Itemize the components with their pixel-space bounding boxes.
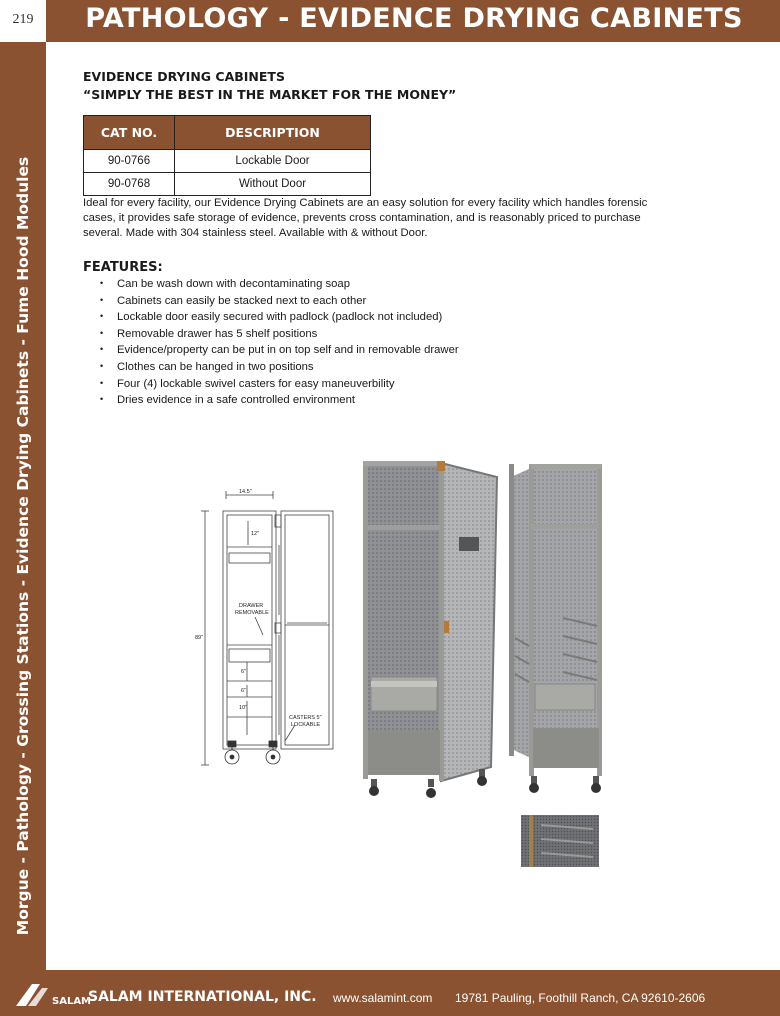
height-dimension-label: 89" [195, 635, 204, 641]
table-header-row [84, 116, 371, 150]
list-item: • Removable drawer has 5 shelf positions [100, 326, 459, 343]
list-item: • Lockable door easily secured with padlock (padlock not included) [100, 309, 459, 326]
shelf-spacing-label: 6" [241, 669, 247, 675]
company-address: 19781 Pauling, Foothill Ranch, CA 92610-2606 [455, 991, 706, 1005]
company-name: SALAM INTERNATIONAL, INC. [88, 989, 317, 1005]
table-row [84, 150, 371, 173]
column-header-cat-no: CAT NO. [84, 116, 175, 150]
casters-callout-line1: CASTERS 5" [289, 715, 322, 721]
cat-no-cell: 90-0768 [84, 173, 175, 196]
side-tab-label: Morgue - Pathology - Grossing Stations - Evidence Drying Cabinets - Fume Hood Modules [14, 156, 32, 936]
table-row [84, 173, 371, 196]
list-item: • Cabinets can easily be stacked next to each other [100, 293, 459, 310]
casters-callout-line2: LOCKABLE [291, 722, 321, 728]
company-logo [12, 980, 92, 1010]
list-item: • Dries evidence in a safe controlled environment [100, 392, 459, 409]
product-tagline: “SIMPLY THE BEST IN THE MARKET FOR THE MONEY” [83, 87, 457, 102]
list-item: • Evidence/property can be put in on top self and in removable drawer [100, 342, 459, 359]
page-number: 219 [12, 12, 34, 27]
page-number-box [0, 0, 46, 42]
features-list [100, 276, 459, 409]
website-link[interactable]: www.salamint.com [333, 991, 433, 1005]
side-tab [0, 42, 46, 970]
column-header-description: DESCRIPTION [175, 116, 371, 150]
shelf-spacing-label: 10" [239, 705, 248, 711]
features-title: FEATURES: [83, 260, 163, 275]
logo-text: SALAM [52, 996, 92, 1007]
cat-no-cell: 90-0766 [84, 150, 175, 173]
list-item: • Four (4) lockable swivel casters for easy maneuverbility [100, 376, 459, 393]
list-item: • Clothes can be hanged in two positions [100, 359, 459, 376]
intro-paragraph: Ideal for every facility, our Evidence Drying Cabinets are an easy solution for every facility which handles forensic cases, it provides safe storage of evidence, prevents cross contamination, and is reasonably priced to purchase several. Made with 304 stainless steel. Available with & without Door. [83, 197, 648, 240]
product-heading: EVIDENCE DRYING CABINETS [83, 69, 285, 84]
drawer-callout-line2: REMOVABLE [235, 610, 269, 616]
description-cell: Lockable Door [175, 150, 371, 173]
top-dimension-label: 12" [251, 531, 260, 537]
page-title: PATHOLOGY - EVIDENCE DRYING CABINETS [85, 3, 743, 34]
cabinet-without-door-photo [505, 458, 610, 803]
width-dimension-label: 14.5" [239, 489, 252, 495]
cabinet-with-door-photo [355, 455, 505, 800]
catalog-table [83, 115, 371, 196]
drawer-callout-line1: DRAWER [239, 603, 264, 609]
mesh-detail-photo [521, 815, 599, 867]
list-item: • Can be wash down with decontaminating soap [100, 276, 459, 293]
cabinet-dimension-drawing [195, 485, 345, 775]
shelf-spacing-label: 6" [241, 688, 247, 694]
description-cell: Without Door [175, 173, 371, 196]
